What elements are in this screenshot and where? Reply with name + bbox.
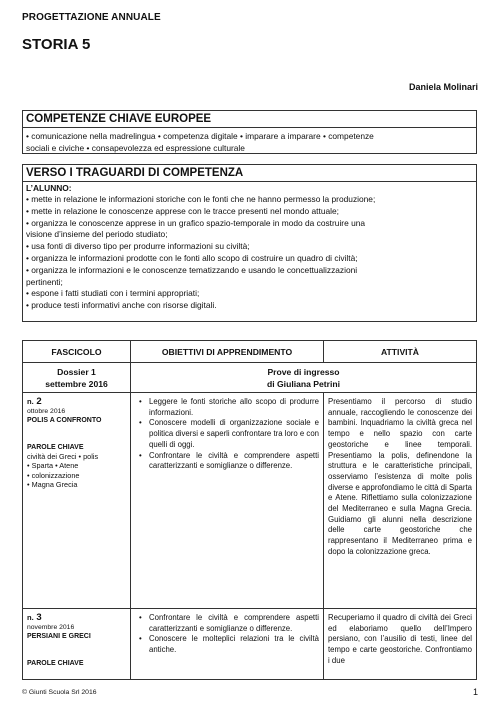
- objectives-cell: [131, 393, 324, 609]
- goal-line: • organizza le informazioni prodotte con le fonti allo scopo di costruire un quadro di civiltà;: [26, 252, 358, 263]
- keywords-title: PAROLE CHIAVE: [27, 444, 84, 451]
- page-title: STORIA 5: [22, 36, 91, 53]
- goal-line: • usa fonti di diverso tipo per produrre informazioni su civiltà;: [26, 241, 250, 252]
- issue-title: PERSIANI E GRECI: [27, 633, 91, 640]
- keyword-line: civiltà dei Greci • polis: [27, 452, 99, 461]
- planning-table: [22, 340, 477, 680]
- column-header-attivita: ATTIVITÀ: [324, 341, 476, 363]
- goal-line: • mette in relazione le conoscenze apprese con le tracce presenti nel mondo attuale;: [26, 205, 339, 216]
- prove-author: di Giuliana Petrini: [266, 379, 341, 389]
- issue-date: ottobre 2016: [27, 408, 66, 415]
- issue-prefix: n.: [27, 613, 34, 622]
- keyword-line: • Sparta • Atene: [27, 461, 79, 471]
- keywords-title: PAROLE CHIAVE: [27, 660, 84, 667]
- keyword-line: • Magna Grecia: [27, 480, 78, 490]
- fascicolo-cell: [23, 609, 131, 680]
- objectives-cell: [131, 609, 324, 680]
- issue-title: POLIS A CONFRONTO: [27, 417, 102, 424]
- activity-cell: Presentiamo il percorso di studio annuale, raccogliendo le conoscenze dei bambini. Inquadriamo la civiltà greca nel tempo e nello spazio con carte geostoriche e linee temporali. Presentiamo la polis, definendone la struttura e le caratteristiche principali, osserviamo l’esistenza di molte polis diverse e approfondiamo le città di Sparta e Atene. Riflettiamo sulla colonizzazione del Mediterraneo e sulla Magna Grecia. Guidiamo gli alunni nella descrizione delle carte geostoriche che rappresentano il Mediterraneo prima e dopo la colonizzazione greca.: [324, 393, 476, 609]
- traguardi-subtitle: L’ALUNNO:: [26, 183, 72, 193]
- issue-value: 2: [36, 396, 42, 407]
- page-number: 1: [472, 687, 478, 697]
- issue-number: [23, 609, 130, 623]
- competenze-body: [23, 128, 476, 156]
- goal-line: • organizza le informazioni e le conoscenze tematizzando e usando le concettualizzazioni: [26, 264, 358, 275]
- traguardi-box: [22, 164, 477, 322]
- document-label: PROGETTAZIONE ANNUALE: [22, 12, 161, 23]
- prove-title: Prove di ingresso: [267, 367, 340, 377]
- dossier-date: settembre 2016: [45, 379, 108, 389]
- goal-line: pertinenti;: [26, 276, 63, 287]
- fascicolo-cell: [23, 393, 131, 609]
- objective-item: • Conoscere modelli di organizzazione sociale e politica diversi e saperli confrontare tra loro e con quelli di oggi.: [135, 418, 319, 450]
- issue-value: 3: [36, 612, 42, 623]
- goal-line: • mette in relazione le informazioni storiche con le fonti che ne hanno permesso la produzione;: [26, 194, 376, 204]
- keyword-line: • colonizzazione: [27, 470, 80, 480]
- objective-item: • Confrontare le civiltà e comprendere aspetti caratterizzanti e somiglianze o differenze.: [135, 451, 319, 472]
- issue-prefix: n.: [27, 397, 34, 406]
- prove-ingresso-cell: [131, 363, 476, 393]
- competenze-title: COMPETENZE CHIAVE EUROPEE: [23, 111, 476, 128]
- goal-line: • produce testi informativi anche con risorse digitali.: [26, 300, 217, 311]
- competenze-line: sociali e civiche • consapevolezza ed espressione culturale: [26, 143, 245, 153]
- competenze-box: [22, 110, 477, 154]
- issue-date: novembre 2016: [27, 624, 75, 631]
- objective-item: • Leggere le fonti storiche allo scopo di produrre informazioni.: [135, 397, 319, 418]
- copyright: © Giunti Scuola Srl 2016: [22, 689, 97, 696]
- issue-number: [23, 393, 130, 407]
- column-header-fascicolo: FASCICOLO: [23, 341, 131, 363]
- dossier-cell: [23, 363, 131, 393]
- activity-cell: Recuperiamo il quadro di civiltà dei Greci ed elaboriamo quello dell’Impero persiano, con l’ausilio di testi, linee del tempo e carte geostoriche. Confrontiamo i due: [328, 613, 472, 665]
- objective-item: • Confrontare le civiltà e comprendere aspetti caratterizzanti e somiglianze o differenze.: [135, 613, 319, 634]
- competenze-line: • comunicazione nella madrelingua • competenza digitale • imparare a imparare • competenze: [26, 131, 374, 141]
- goal-line: visione d’insieme del periodo studiato;: [26, 229, 168, 240]
- traguardi-title: VERSO I TRAGUARDI DI COMPETENZA: [23, 165, 476, 182]
- goal-line: • espone i fatti studiati con i termini appropriati;: [26, 288, 200, 299]
- objective-item: • Conoscere le molteplici relazioni tra le civiltà antiche.: [135, 634, 319, 655]
- goal-line: • organizza le conoscenze apprese in un grafico spazio-temporale in modo da costruire una: [26, 217, 366, 228]
- column-header-obiettivi: OBIETTIVI DI APPRENDIMENTO: [131, 341, 324, 363]
- author-name: Daniela Molinari: [408, 82, 478, 92]
- dossier-label: Dossier 1: [57, 367, 96, 377]
